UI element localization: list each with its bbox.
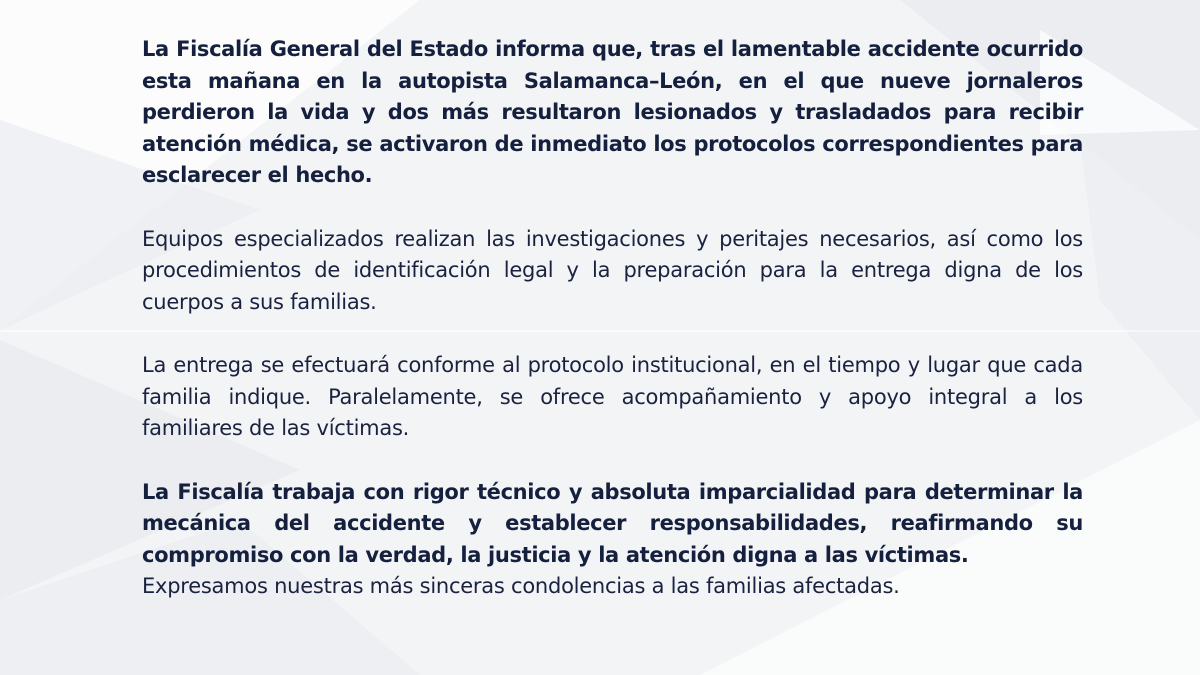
paragraph-spacer (142, 192, 1083, 224)
statement-paragraph-1: La Fiscalía General del Estado informa que, tras el lamentable accidente ocurrido esta mañana en la autopista Salamanca–León, en el que nueve jornaleros perdieron la vida y dos más resultaron lesionados y trasladados para recibir atención médica, se activaron de inmediato los protocolos correspondientes para esclarecer el hecho. (142, 37, 1083, 187)
paragraph-spacer (142, 318, 1083, 350)
statement-paragraph-2: Equipos especializados realizan las investigaciones y peritajes necesarios, así como los procedimientos de identificación legal y la preparación para la entrega digna de los cuerpos a sus familias. (142, 226, 1083, 314)
condolences-line: Expresamos nuestras más sinceras condolencias a las familias afectadas. (142, 574, 900, 598)
statement-paragraph-4: La Fiscalía trabaja con rigor técnico y absoluta imparcialidad para determinar la mecánica del accidente y establecer responsabilidades, reafirmando su compromiso con la verdad, la justicia y la atención digna a las víctimas. (142, 479, 1083, 567)
paragraph-spacer (142, 445, 1083, 477)
press-statement (142, 34, 1083, 603)
statement-paragraph-3: La entrega se efectuará conforme al protocolo institucional, en el tiempo y lugar que cada familia indique. Paralelamente, se ofrece acompañamiento y apoyo integral a los familiares de las víctimas. (142, 353, 1083, 440)
